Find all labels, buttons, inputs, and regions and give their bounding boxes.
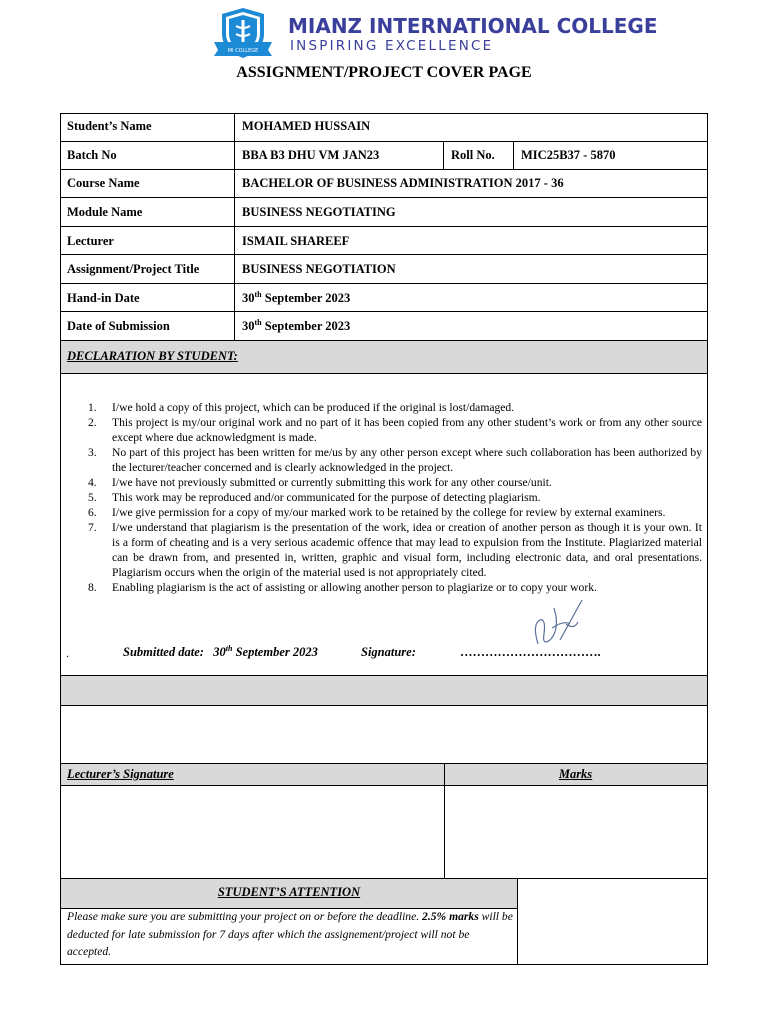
attention-text: Please make sure you are submitting your project on or before the deadline. 2.5% marks will be deducted for late submission for 7 days after which the assignement/project will not be accepted. [67,910,513,958]
course-name-label: Course Name [67,176,140,190]
signature-dots: ……………………………. [460,645,601,659]
college-name: MIANZ INTERNATIONAL COLLEGE [288,14,658,38]
declaration-item: 2. This project is my/our original work and no part of it has been copied from any other student’s work or from any other source except where due acknowledgment is made. [88,416,702,444]
roll-no-value: MIC25B37 - 5870 [521,148,616,162]
lecturer-signature-heading: Lecturer’s Signature [67,767,174,781]
student-name-label: Student’s Name [67,119,152,133]
submission-date-label: Date of Submission [67,319,170,333]
declaration-item: 1. I/we hold a copy of this project, which can be produced if the original is lost/damaged. [88,401,515,414]
declaration-item: 7. I/we understand that plagiarism is the presentation of the work, idea or creation of another person as though it is your own. It is a form of cheating and is a very serious academic offence that may lead to expulsion from the Institute. Plagiarized material can be drawn from, and presented in, written, graphic and visual form, including electronic data, and oral presentations. Plagiarism occurs when the origin of the material used is not appropriately cited. [88,521,702,579]
submitted-date-line [123,645,318,660]
lecturer-label: Lecturer [67,234,114,248]
logo-ribbon-text: MI COLLEGE [227,48,259,54]
course-name-value: BACHELOR OF BUSINESS ADMINISTRATION 2017 - 36 [242,176,564,190]
submission-date-value: 30th September 2023 [242,317,351,333]
blank-gray-band [61,675,707,705]
submitted-date-label: Submitted date: [123,645,204,659]
hand-in-date-value: 30th September 2023 [242,289,351,305]
dot-mark: . [66,646,69,660]
hand-in-date-label: Hand-in Date [67,291,140,305]
college-tagline: INSPIRING EXCELLENCE [290,38,494,54]
roll-no-label: Roll No. [451,148,495,162]
marks-heading: Marks [558,767,593,781]
lecturer-value: ISMAIL SHAREEF [242,234,350,248]
module-name-value: BUSINESS NEGOTIATING [242,205,396,219]
submitted-date-value: 30th September 2023 [213,643,318,659]
declaration-item: 6. I/we give permission for a copy of my/our marked work to be retained by the college for review by external examiners. [88,506,666,519]
assignment-title-label: Assignment/Project Title [67,262,200,276]
student-signature-icon [530,594,590,650]
batch-no-value: BBA B3 DHU VM JAN23 [242,148,380,162]
declaration-list [88,400,702,595]
declaration-item: 4. I/we have not previously submitted or currently submitting this work for any other course/unit. [88,476,552,489]
declaration-item: 8. Enabling plagiarism is the act of assisting or allowing another person to plagiarize or to copy your work. [88,581,597,594]
page-title: ASSIGNMENT/PROJECT COVER PAGE [236,64,532,81]
declaration-item: 3. No part of this project has been written for me/us by any other person except where such collaboration has been authorized by the lecturer/teacher concerned and is clearly acknowledged in the project. [88,446,702,474]
module-name-label: Module Name [67,205,143,219]
page-header [0,0,768,81]
attention-heading: STUDENT’S ATTENTION [217,885,361,899]
student-name-value: MOHAMED HUSSAIN [242,119,371,133]
declaration-item: 5. This work may be reproduced and/or communicated for the purpose of detecting plagiarism. [88,491,541,504]
declaration-heading: DECLARATION BY STUDENT: [67,349,238,363]
college-logo-icon [210,6,276,62]
batch-no-label: Batch No [67,148,117,162]
signature-label: Signature: [361,645,416,659]
assignment-title-value: BUSINESS NEGOTIATION [242,262,396,276]
